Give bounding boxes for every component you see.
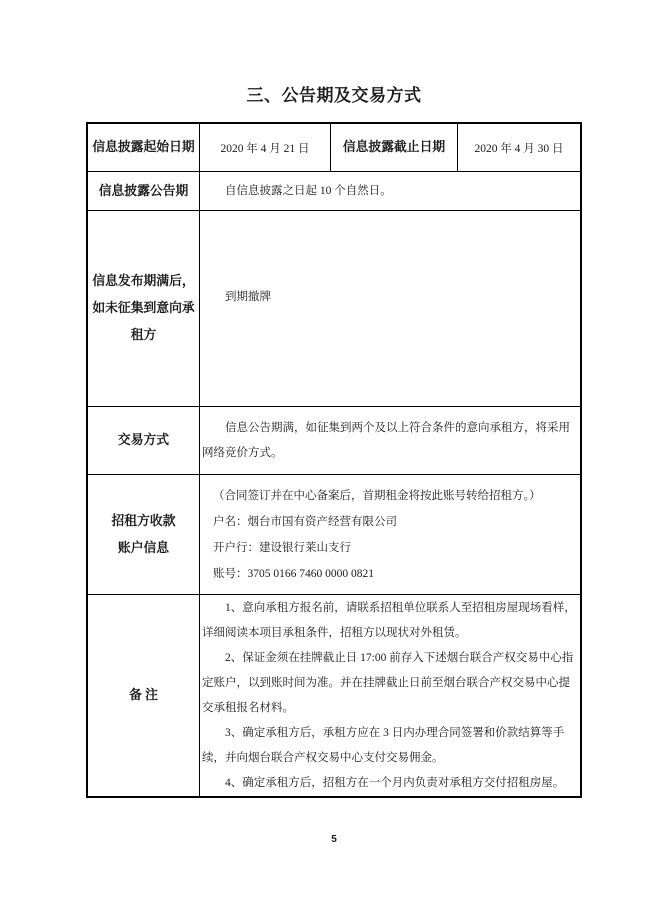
table-row-disclosure-dates xyxy=(88,124,580,172)
value-announcement-period xyxy=(200,172,580,210)
label-remarks: 备 注 xyxy=(88,595,200,796)
account-holder-name: 户名：烟台市国有资产经营有限公司 xyxy=(213,515,397,528)
table-row-no-tenant-found xyxy=(88,211,580,407)
label-announcement-period: 信息披露公告期 xyxy=(88,172,200,210)
label-disclosure-end-date: 信息披露截止日期 xyxy=(331,124,458,171)
label-account-info xyxy=(88,475,200,594)
label-account-info-line1: 招租方收款 xyxy=(111,513,176,528)
page-number: 5 xyxy=(331,834,337,845)
table-row-transaction-method xyxy=(88,407,580,475)
announcement-period-text: 自信息披露之日起 10 个自然日。 xyxy=(225,184,392,197)
label-account-info-line2: 账户信息 xyxy=(117,540,170,555)
table-row-account-info xyxy=(88,475,580,595)
no-tenant-found-text: 到期撤牌 xyxy=(225,291,271,303)
value-remarks xyxy=(200,595,580,796)
value-no-tenant-found xyxy=(200,211,580,406)
label-disclosure-start-date: 信息披露起始日期 xyxy=(88,124,200,171)
value-account-info xyxy=(200,475,580,594)
transaction-method-text: 信息公告期满，如征集到两个及以上符合条件的意向承租方，将采用网络竞价方式。 xyxy=(202,421,570,459)
remark-item-4: 4、确定承租方后，招租方在一个月内负责对承租方交付招租房屋。 xyxy=(225,776,565,789)
account-bank: 开户行：建设银行莱山支行 xyxy=(213,541,351,554)
announcement-table xyxy=(86,122,582,798)
page-title: 三、公告期及交易方式 xyxy=(246,86,422,105)
value-disclosure-start-date: 2020 年 4 月 21 日 xyxy=(200,124,331,171)
account-note: （合同签订并在中心备案后，首期租金将按此账号转给招租方。） xyxy=(213,489,541,502)
remark-item-1: 1、意向承租方报名前，请联系招租单位联系人至招租房屋现场看样，详细阅读本项目承租条件，招租方以现状对外租赁。 xyxy=(202,601,576,639)
account-number: 账号：3705 0166 7460 0000 0821 xyxy=(213,567,374,580)
remark-item-2: 2、保证金须在挂牌截止日 17:00 前存入下述烟台联合产权交易中心指定账户，以到账时间为准。并在挂牌截止日前至烟台联合产权交易中心提交承租报名材料。 xyxy=(202,651,574,714)
label-no-tenant-found: 信息发布期满后，如未征集到意向承租方 xyxy=(88,211,200,406)
label-transaction-method: 交易方式 xyxy=(88,407,200,474)
value-disclosure-end-date: 2020 年 4 月 30 日 xyxy=(474,142,564,155)
table-row-announcement-period xyxy=(88,172,580,211)
value-transaction-method xyxy=(200,407,580,474)
remark-item-3: 3、确定承租方后，承租方应在 3 日内办理合同签署和价款结算等手续，并向烟台联合产权交易中心支付交易佣金。 xyxy=(202,726,565,764)
table-row-remarks xyxy=(88,595,580,796)
